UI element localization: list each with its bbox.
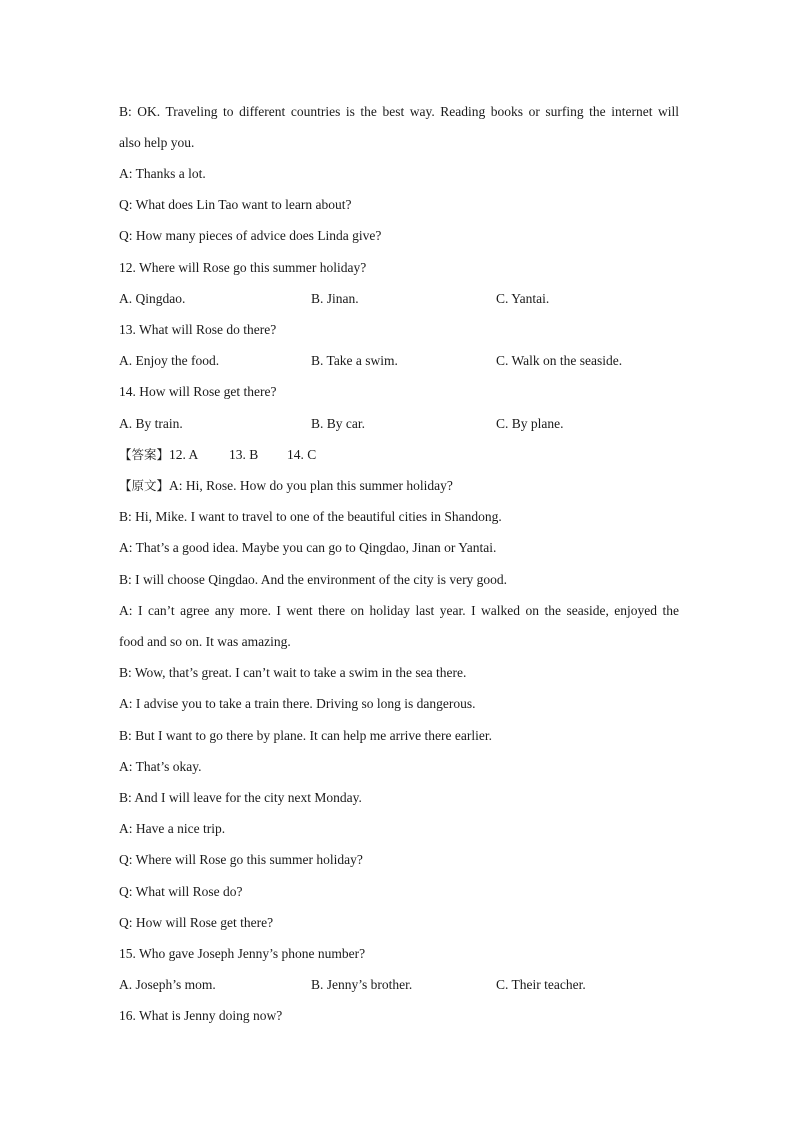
transcript-question: Q: Where will Rose go this summer holiday? (119, 852, 363, 867)
transcript-line: food and so on. It was amazing. (119, 634, 291, 649)
answer-item: 14. C (287, 447, 317, 462)
option-14-c: C. By plane. (496, 416, 564, 431)
question-stem-15: 15. Who gave Joseph Jenny’s phone number? (119, 946, 366, 961)
transcript-line: A: Have a nice trip. (119, 821, 226, 836)
transcript-question: Q: How will Rose get there? (119, 915, 274, 930)
option-12-c: C. Yantai. (496, 291, 550, 306)
transcript-question: Q: What will Rose do? (119, 884, 243, 899)
answer-line (119, 446, 679, 464)
answer-tag: 【答案】 (119, 447, 170, 462)
transcript-line: A: That’s okay. (119, 759, 202, 774)
option-14-b: B. By car. (311, 416, 365, 431)
option-14-a: A. By train. (119, 416, 183, 431)
transcript-line: B: Hi, Mike. I want to travel to one of the beautiful cities in Shandong. (119, 509, 502, 524)
transcript-line: A: I can’t agree any more. I went there on holiday last year. I walked on the seaside, enjoyed the (119, 603, 679, 618)
option-15-b: B. Jenny’s brother. (311, 977, 413, 992)
question-line: Q: What does Lin Tao want to learn about? (119, 197, 352, 212)
answer-item: 12. A (169, 447, 199, 462)
transcript-text: A: Hi, Rose. How do you plan this summer holiday? (169, 478, 453, 493)
transcript-first-line (119, 477, 679, 495)
transcript-line: B: But I want to go there by plane. It can help me arrive there earlier. (119, 728, 492, 743)
transcript-line: B: And I will leave for the city next Monday. (119, 790, 362, 805)
transcript-line: A: I advise you to take a train there. Driving so long is dangerous. (119, 696, 476, 711)
option-13-b: B. Take a swim. (311, 353, 398, 368)
transcript-tag: 【原文】 (119, 478, 170, 493)
transcript-line: B: Wow, that’s great. I can’t wait to take a swim in the sea there. (119, 665, 467, 680)
option-12-a: A. Qingdao. (119, 291, 186, 306)
dialogue-line: A: Thanks a lot. (119, 166, 206, 181)
question-stem-13: 13. What will Rose do there? (119, 322, 277, 337)
option-13-a: A. Enjoy the food. (119, 353, 220, 368)
question-stem-12: 12. Where will Rose go this summer holiday? (119, 260, 367, 275)
question-line: Q: How many pieces of advice does Linda give? (119, 228, 382, 243)
option-13-c: C. Walk on the seaside. (496, 353, 623, 368)
option-15-c: C. Their teacher. (496, 977, 586, 992)
option-15-a: A. Joseph’s mom. (119, 977, 216, 992)
dialogue-line: also help you. (119, 135, 195, 150)
question-stem-16: 16. What is Jenny doing now? (119, 1008, 283, 1023)
question-stem-14: 14. How will Rose get there? (119, 384, 277, 399)
option-12-b: B. Jinan. (311, 291, 359, 306)
transcript-line: B: I will choose Qingdao. And the environment of the city is very good. (119, 572, 508, 587)
transcript-line: A: That’s a good idea. Maybe you can go to Qingdao, Jinan or Yantai. (119, 540, 497, 555)
dialogue-line: B: OK. Traveling to different countries is the best way. Reading books or surfing the internet will (119, 104, 679, 119)
answer-item: 13. B (229, 447, 259, 462)
